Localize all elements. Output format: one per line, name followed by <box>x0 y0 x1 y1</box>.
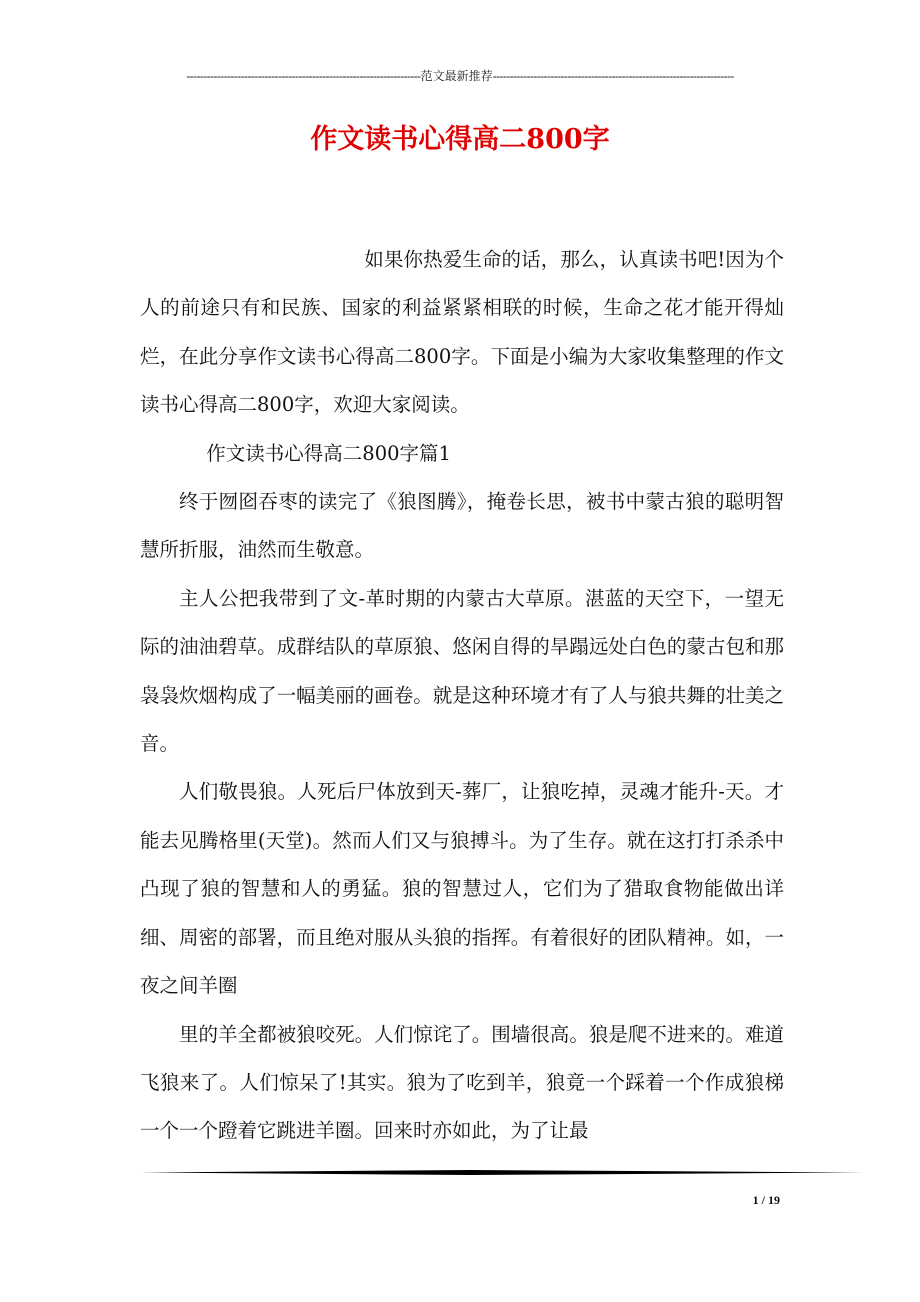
header-label: 范文最新推荐 <box>420 69 493 83</box>
body-paragraph-2: 主人公把我带到了文-革时期的内蒙古大草原。湛蓝的天空下，一望无际的油油碧草。成群结队的草原狼、悠闲自得的旱蹋远处白色的蒙古包和那袅袅炊烟构成了一幅美丽的画卷。就是这种环境才有了人与狼共舞的壮美之音。 <box>140 586 784 756</box>
header-left-dashes: --------------------------------------------------------------------- <box>186 69 421 83</box>
intro-paragraph: 如果你热爱生命的话，那么，认真读书吧!因为个人的前途只有和民族、国家的利益紧紧相联的时候，生命之花才能开得灿烂，在此分享作文读书心得高二800字。下面是小编为大家收集整理的作文读书心得高二800字，欢迎大家阅读。 <box>140 248 784 417</box>
page-number: 1 / 19 <box>752 1193 780 1207</box>
document-body <box>140 236 784 1156</box>
page-header <box>140 66 780 86</box>
body-paragraph-4: 里的羊全都被狼咬死。人们惊诧了。围墙很高。狼是爬不进来的。难道飞狼来了。人们惊呆了!其实。狼为了吃到羊，狼竟一个踩着一个作成狼梯一个一个蹬着它跳进羊圈。回来时亦如此，为了让最 <box>140 1022 784 1143</box>
body-paragraph-3: 人们敬畏狼。人死后尸体放到天-葬厂，让狼吃掉，灵魂才能升-天。才能去见腾格里(天堂)。然而人们又与狼搏斗。为了生存。就在这打打杀杀中凸现了狼的智慧和人的勇猛。狼的智慧过人，它们为了猎取食物能做出详细、周密的部署，而且绝对服从头狼的指挥。有着很好的团队精神。如，一夜之间羊圈 <box>140 780 784 998</box>
footer-divider <box>140 1170 864 1175</box>
document-title: 作文读书心得高二800字 <box>310 124 610 155</box>
section-heading: 作文读书心得高二800字篇1 <box>206 441 451 465</box>
header-right-dashes: ----------------------------------------------------------------------- <box>492 69 734 83</box>
footer-divider-line <box>140 1170 864 1175</box>
body-paragraph-1: 终于囫囵吞枣的读完了《狼图腾》，掩卷长思，被书中蒙古狼的聪明智慧所折服，油然而生敬意。 <box>140 490 784 562</box>
